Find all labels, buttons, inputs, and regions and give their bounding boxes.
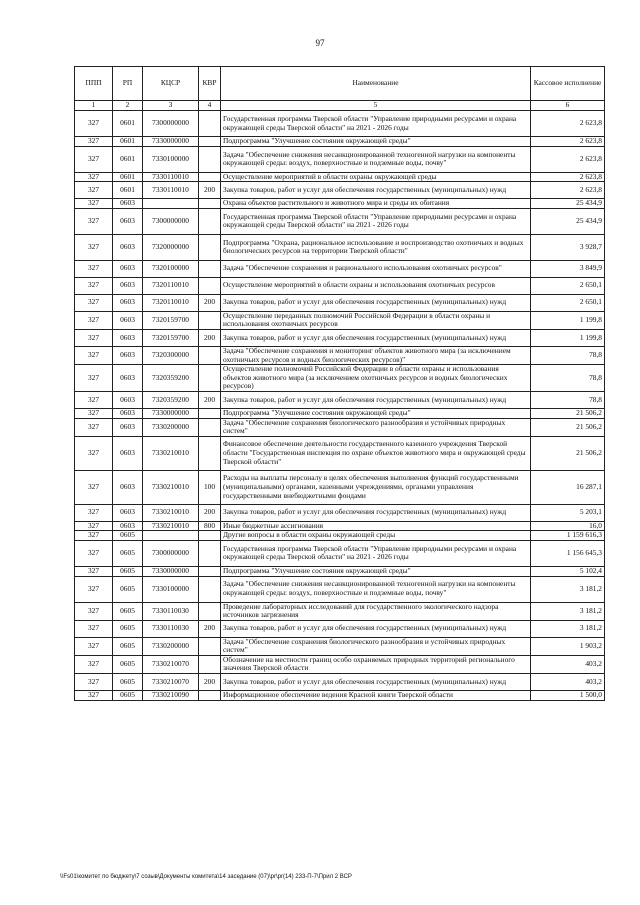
- cell-name: Закупка товаров, работ и услуг для обеспечения государственных (муниципальных) нужд: [221, 620, 531, 637]
- cell-rp: 0603: [113, 234, 143, 260]
- cell-amount: 2 623,8: [531, 146, 605, 172]
- cell-kcsr: 7320300000: [143, 346, 199, 364]
- table-row: [75, 436, 605, 470]
- table-row: [75, 391, 605, 408]
- cell-kcsr: 7320110010: [143, 277, 199, 294]
- cell-rp: 0605: [113, 691, 143, 701]
- file-path-footer: \\Fs01\комитет по бюджету\7 созыв\Документы комитета\14 заседание (07)\pr\pr(14) 233-П-7\Прил 2 ВСР: [60, 874, 352, 880]
- table-row: [75, 408, 605, 418]
- cell-kvr: [199, 566, 221, 576]
- cell-rp: 0603: [113, 470, 143, 504]
- cell-kvr: [199, 234, 221, 260]
- cell-rp: 0605: [113, 637, 143, 655]
- table-row: [75, 346, 605, 364]
- page-number: 97: [315, 38, 325, 48]
- cell-name: Осуществление мероприятий в области охраны окружающей среды: [221, 172, 531, 182]
- cell-name: Государственная программа Тверской области "Управление природными ресурсами и охрана окружающей среды Тверской области" на 2021 - 2026 годы: [221, 540, 531, 566]
- cell-kcsr: [143, 199, 199, 209]
- cell-amount: 1 156 645,3: [531, 540, 605, 566]
- cell-rp: 0603: [113, 391, 143, 408]
- cell-rp: 0605: [113, 531, 143, 541]
- table-row: [75, 637, 605, 655]
- cell-ppp: 327: [75, 655, 113, 673]
- cell-kvr: 200: [199, 674, 221, 691]
- cell-kcsr: 7300000000: [143, 540, 199, 566]
- cell-amount: 1 500,0: [531, 691, 605, 701]
- cell-ppp: 327: [75, 260, 113, 277]
- cell-ppp: 327: [75, 111, 113, 137]
- cell-name: Осуществление переданных полномочий Российской Федерации в области охраны и использования охотничьих ресурсов: [221, 311, 531, 329]
- table-row: [75, 208, 605, 234]
- col-number-4: 4: [199, 101, 221, 111]
- col-header-amount: Кассовое исполнение: [531, 67, 605, 101]
- cell-amount: 1 199,8: [531, 311, 605, 329]
- cell-kcsr: 7330210010: [143, 470, 199, 504]
- col-header-ppp: ППП: [75, 67, 113, 101]
- cell-rp: 0605: [113, 674, 143, 691]
- cell-ppp: 327: [75, 146, 113, 172]
- cell-rp: 0605: [113, 576, 143, 602]
- cell-kvr: [199, 137, 221, 147]
- cell-ppp: 327: [75, 531, 113, 541]
- cell-ppp: 327: [75, 566, 113, 576]
- col-number-2: 2: [113, 101, 143, 111]
- table-row: [75, 329, 605, 346]
- cell-kvr: [199, 418, 221, 436]
- cell-ppp: 327: [75, 521, 113, 531]
- cell-rp: 0603: [113, 199, 143, 209]
- cell-kvr: 200: [199, 504, 221, 521]
- cell-kvr: 200: [199, 294, 221, 311]
- cell-amount: 2 650,1: [531, 277, 605, 294]
- table-row: [75, 504, 605, 521]
- table-row: [75, 470, 605, 504]
- cell-name: Задача "Обеспечение сохранения и мониторинг объектов животного мира (за исключением охотничьих ресурсов и водных биологических ресурсов)": [221, 346, 531, 364]
- cell-rp: 0603: [113, 208, 143, 234]
- table-row: [75, 521, 605, 531]
- table-row: [75, 311, 605, 329]
- cell-amount: 3 181,2: [531, 602, 605, 620]
- table-row: [75, 566, 605, 576]
- cell-name: Подпрограмма "Охрана, рациональное использование и воспроизводство охотничьих и водных биологических ресурсов на территории Тверской области": [221, 234, 531, 260]
- col-number-6: 6: [531, 101, 605, 111]
- cell-name: Закупка товаров, работ и услуг для обеспечения государственных (муниципальных) нужд: [221, 182, 531, 199]
- cell-kvr: [199, 111, 221, 137]
- cell-kcsr: 7320100000: [143, 260, 199, 277]
- header-numbers-row: [75, 101, 605, 111]
- cell-kvr: [199, 311, 221, 329]
- cell-rp: 0603: [113, 329, 143, 346]
- cell-kcsr: 7320110010: [143, 294, 199, 311]
- table-row: [75, 172, 605, 182]
- cell-rp: 0601: [113, 182, 143, 199]
- cell-name: Обозначение на местности границ особо охраняемых природных территорий регионального значения Тверской области: [221, 655, 531, 673]
- table-row: [75, 655, 605, 673]
- cell-kcsr: 7330110030: [143, 602, 199, 620]
- cell-kvr: [199, 199, 221, 209]
- header-row: [75, 67, 605, 101]
- cell-name: Информационное обеспечение ведения Красной книги Тверской области: [221, 691, 531, 701]
- cell-name: Другие вопросы в области охраны окружающей среды: [221, 531, 531, 541]
- cell-amount: 3 849,9: [531, 260, 605, 277]
- cell-name: Задача "Обеспечение снижения несанкционированной техногенной нагрузки на компоненты окружающей среды: воздух, поверхностные и подземные воды, почву": [221, 146, 531, 172]
- col-header-kvr: КВР: [199, 67, 221, 101]
- cell-amount: 403,2: [531, 655, 605, 673]
- cell-kcsr: 7330210070: [143, 655, 199, 673]
- col-number-3: 3: [143, 101, 199, 111]
- cell-rp: 0603: [113, 365, 143, 392]
- cell-amount: 3 181,2: [531, 620, 605, 637]
- cell-rp: 0603: [113, 504, 143, 521]
- table-row: [75, 277, 605, 294]
- cell-name: Задача "Обеспечение сохранения и рационального использования охотничьих ресурсов": [221, 260, 531, 277]
- table-row: [75, 418, 605, 436]
- cell-name: Закупка товаров, работ и услуг для обеспечения государственных (муниципальных) нужд: [221, 391, 531, 408]
- cell-name: Расходы на выплаты персоналу в целях обеспечения выполнения функций государственными (муниципальными) органами, казенными учреждениями, органами управления государственными внебюджетными фондами: [221, 470, 531, 504]
- cell-amount: 2 623,8: [531, 111, 605, 137]
- cell-name: Охрана объектов растительного и животного мира и среды их обитания: [221, 199, 531, 209]
- cell-ppp: 327: [75, 391, 113, 408]
- cell-kvr: [199, 436, 221, 470]
- cell-kcsr: 7320359200: [143, 365, 199, 392]
- cell-amount: 21 506,2: [531, 418, 605, 436]
- cell-kcsr: 7330110030: [143, 620, 199, 637]
- cell-kcsr: 7330200000: [143, 418, 199, 436]
- table-row: [75, 199, 605, 209]
- cell-rp: 0603: [113, 346, 143, 364]
- cell-name: Осуществление полномочий Российской Федерации в области охраны и использования объектов животного мира (за исключением охотничьих ресурсов и водных биологических ресурсов): [221, 365, 531, 392]
- cell-kcsr: 7330100000: [143, 576, 199, 602]
- cell-ppp: 327: [75, 637, 113, 655]
- cell-amount: 2 623,8: [531, 182, 605, 199]
- cell-name: Закупка товаров, работ и услуг для обеспечения государственных (муниципальных) нужд: [221, 674, 531, 691]
- cell-ppp: 327: [75, 346, 113, 364]
- cell-kvr: 200: [199, 391, 221, 408]
- cell-amount: 2 623,8: [531, 172, 605, 182]
- cell-ppp: 327: [75, 329, 113, 346]
- cell-amount: 5 203,1: [531, 504, 605, 521]
- col-header-rp: РП: [113, 67, 143, 101]
- cell-kcsr: 7330210010: [143, 504, 199, 521]
- cell-kcsr: 7330110010: [143, 172, 199, 182]
- cell-kcsr: 7330210010: [143, 521, 199, 531]
- cell-kcsr: 7330200000: [143, 637, 199, 655]
- cell-rp: 0603: [113, 418, 143, 436]
- table-row: [75, 111, 605, 137]
- cell-name: Задача "Обеспечение сохранения биологического разнообразия и устойчивых природных систем": [221, 637, 531, 655]
- cell-ppp: 327: [75, 294, 113, 311]
- table-row: [75, 234, 605, 260]
- cell-kvr: 200: [199, 620, 221, 637]
- cell-amount: 16 287,1: [531, 470, 605, 504]
- cell-kvr: [199, 408, 221, 418]
- cell-rp: 0603: [113, 260, 143, 277]
- cell-ppp: 327: [75, 137, 113, 147]
- cell-kvr: [199, 531, 221, 541]
- col-number-5: 5: [221, 101, 531, 111]
- cell-ppp: 327: [75, 408, 113, 418]
- cell-amount: 25 434,9: [531, 208, 605, 234]
- cell-kvr: [199, 260, 221, 277]
- col-header-name: Наименование: [221, 67, 531, 101]
- cell-kvr: 800: [199, 521, 221, 531]
- cell-ppp: 327: [75, 504, 113, 521]
- table-row: [75, 674, 605, 691]
- cell-name: Иные бюджетные ассигнования: [221, 521, 531, 531]
- cell-name: Подпрограмма "Улучшение состояния окружающей среды": [221, 137, 531, 147]
- col-header-kcsr: КЦСР: [143, 67, 199, 101]
- cell-rp: 0603: [113, 294, 143, 311]
- cell-kcsr: 7330100000: [143, 146, 199, 172]
- cell-amount: 78,8: [531, 365, 605, 392]
- cell-ppp: 327: [75, 576, 113, 602]
- cell-amount: 3 181,2: [531, 576, 605, 602]
- table-row: [75, 620, 605, 637]
- col-number-1: 1: [75, 101, 113, 111]
- cell-ppp: 327: [75, 470, 113, 504]
- cell-kcsr: 7330210090: [143, 691, 199, 701]
- cell-kvr: [199, 277, 221, 294]
- cell-ppp: 327: [75, 172, 113, 182]
- cell-name: Государственная программа Тверской области "Управление природными ресурсами и охрана окружающей среды Тверской области" на 2021 - 2026 годы: [221, 208, 531, 234]
- cell-amount: 2 650,1: [531, 294, 605, 311]
- table-row: [75, 137, 605, 147]
- cell-amount: 1 159 616,3: [531, 531, 605, 541]
- cell-kvr: [199, 208, 221, 234]
- cell-kcsr: 7330000000: [143, 137, 199, 147]
- cell-ppp: 327: [75, 436, 113, 470]
- cell-ppp: 327: [75, 311, 113, 329]
- cell-kvr: [199, 576, 221, 602]
- cell-rp: 0605: [113, 566, 143, 576]
- cell-kcsr: 7320159700: [143, 311, 199, 329]
- cell-ppp: 327: [75, 365, 113, 392]
- cell-ppp: 327: [75, 418, 113, 436]
- cell-kcsr: 7330210010: [143, 436, 199, 470]
- cell-name: Задача "Обеспечение снижения несанкционированной техногенной нагрузки на компоненты окружающей среды: воздух, поверхностные и подземные воды, почву": [221, 576, 531, 602]
- cell-rp: 0603: [113, 311, 143, 329]
- cell-rp: 0603: [113, 277, 143, 294]
- cell-kvr: [199, 637, 221, 655]
- cell-kcsr: 7320359200: [143, 391, 199, 408]
- cell-ppp: 327: [75, 691, 113, 701]
- cell-ppp: 327: [75, 540, 113, 566]
- cell-amount: 78,8: [531, 391, 605, 408]
- cell-amount: 1 199,8: [531, 329, 605, 346]
- cell-name: Осуществление мероприятий в области охраны и использования охотничьих ресурсов: [221, 277, 531, 294]
- cell-kvr: [199, 365, 221, 392]
- table-row: [75, 602, 605, 620]
- cell-name: Финансовое обеспечение деятельности государственного казенного учреждения Тверской области "Государственная инспекция по охране объектов животного мира и окружающей среды Тверской области": [221, 436, 531, 470]
- cell-rp: 0605: [113, 655, 143, 673]
- table-row: [75, 531, 605, 541]
- table-row: [75, 540, 605, 566]
- table-row: [75, 260, 605, 277]
- cell-kvr: [199, 346, 221, 364]
- cell-rp: 0601: [113, 146, 143, 172]
- cell-amount: 78,8: [531, 346, 605, 364]
- cell-amount: 21 506,2: [531, 436, 605, 470]
- cell-rp: 0605: [113, 540, 143, 566]
- cell-kvr: 200: [199, 329, 221, 346]
- cell-name: Государственная программа Тверской области "Управление природными ресурсами и охрана окружающей среды Тверской области" на 2021 - 2026 годы: [221, 111, 531, 137]
- cell-kvr: [199, 655, 221, 673]
- table-row: [75, 365, 605, 392]
- cell-rp: 0601: [113, 172, 143, 182]
- budget-table: [74, 66, 605, 701]
- cell-kcsr: 7330210070: [143, 674, 199, 691]
- cell-kcsr: 7330000000: [143, 408, 199, 418]
- cell-ppp: 327: [75, 602, 113, 620]
- cell-name: Подпрограмма "Улучшение состояния окружающей среды": [221, 408, 531, 418]
- cell-amount: 21 506,2: [531, 408, 605, 418]
- cell-name: Закупка товаров, работ и услуг для обеспечения государственных (муниципальных) нужд: [221, 294, 531, 311]
- cell-kcsr: 7320159700: [143, 329, 199, 346]
- cell-rp: 0603: [113, 436, 143, 470]
- cell-name: Закупка товаров, работ и услуг для обеспечения государственных (муниципальных) нужд: [221, 329, 531, 346]
- cell-amount: 16,0: [531, 521, 605, 531]
- cell-kvr: [199, 602, 221, 620]
- cell-rp: 0603: [113, 521, 143, 531]
- cell-name: Подпрограмма "Улучшение состояния окружающей среды": [221, 566, 531, 576]
- cell-amount: 5 102,4: [531, 566, 605, 576]
- cell-kvr: [199, 691, 221, 701]
- cell-amount: 2 623,8: [531, 137, 605, 147]
- cell-amount: 1 903,2: [531, 637, 605, 655]
- cell-kvr: [199, 146, 221, 172]
- cell-amount: 403,2: [531, 674, 605, 691]
- cell-kvr: 200: [199, 182, 221, 199]
- table-row: [75, 146, 605, 172]
- table-row: [75, 691, 605, 701]
- cell-ppp: 327: [75, 182, 113, 199]
- cell-ppp: 327: [75, 277, 113, 294]
- cell-name: Проведение лабораторных исследований для государственного экологического надзора источников загрязнения: [221, 602, 531, 620]
- cell-kcsr: 7300000000: [143, 208, 199, 234]
- cell-rp: 0601: [113, 137, 143, 147]
- cell-kcsr: 7330000000: [143, 566, 199, 576]
- cell-kvr: 100: [199, 470, 221, 504]
- cell-ppp: 327: [75, 199, 113, 209]
- cell-name: Задача "Обеспечение сохранения биологического разнообразия и устойчивых природных систем": [221, 418, 531, 436]
- table-row: [75, 576, 605, 602]
- table-row: [75, 294, 605, 311]
- cell-kvr: [199, 172, 221, 182]
- cell-kcsr: [143, 531, 199, 541]
- cell-name: Закупка товаров, работ и услуг для обеспечения государственных (муниципальных) нужд: [221, 504, 531, 521]
- cell-kcsr: 7300000000: [143, 111, 199, 137]
- cell-rp: 0605: [113, 602, 143, 620]
- cell-ppp: 327: [75, 674, 113, 691]
- cell-rp: 0603: [113, 408, 143, 418]
- cell-ppp: 327: [75, 208, 113, 234]
- cell-ppp: 327: [75, 234, 113, 260]
- cell-ppp: 327: [75, 620, 113, 637]
- cell-kvr: [199, 540, 221, 566]
- cell-kcsr: 7320000000: [143, 234, 199, 260]
- cell-amount: 25 434,9: [531, 199, 605, 209]
- cell-amount: 3 928,7: [531, 234, 605, 260]
- cell-rp: 0605: [113, 620, 143, 637]
- table-row: [75, 182, 605, 199]
- cell-kcsr: 7330110010: [143, 182, 199, 199]
- cell-rp: 0601: [113, 111, 143, 137]
